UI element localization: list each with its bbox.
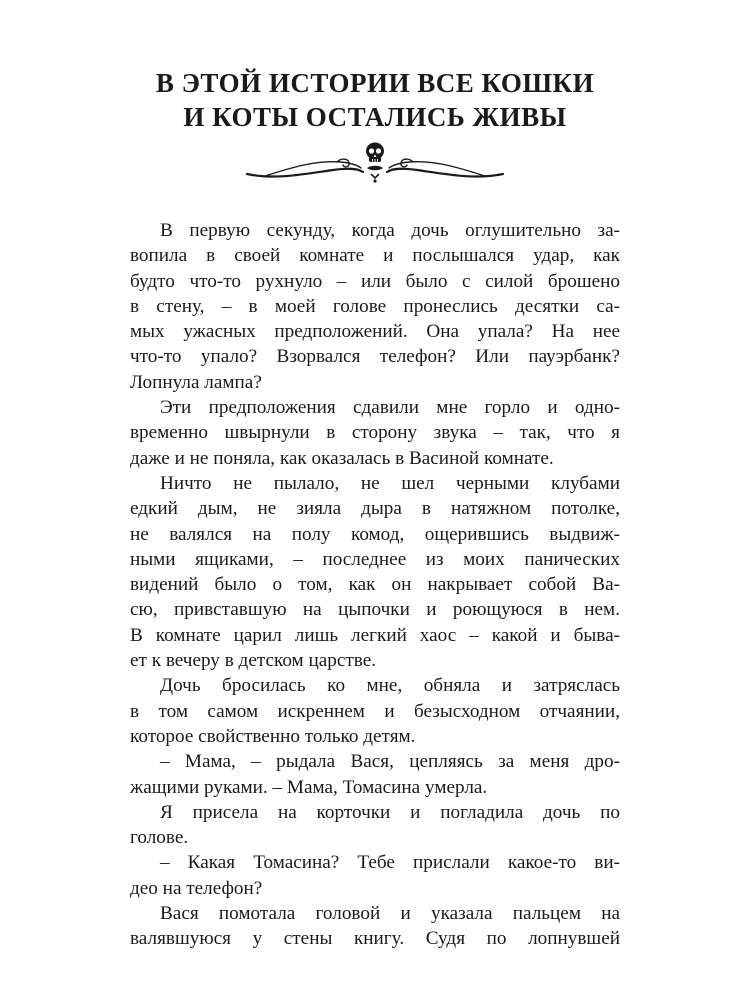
- paragraph: [130, 749, 620, 800]
- chapter-title: [90, 66, 660, 134]
- text-line: Я присела на корточки и погладила дочь по: [160, 801, 620, 823]
- paragraph: [130, 395, 620, 471]
- text-line: жащими руками. – Мама, Томасина умерла.: [130, 776, 488, 798]
- text-line: вопила в своей комнате и послышался удар, как: [130, 245, 620, 267]
- paragraph: [130, 850, 620, 901]
- text-line: что-то упало? Взорвался телефон? Или пауэрбанк?: [130, 346, 620, 368]
- paragraph: [130, 673, 620, 749]
- text-line: временно швырнули в сторону звука – так, что я: [130, 422, 620, 444]
- text-line: Лопнула лампа?: [130, 371, 262, 393]
- text-line: видений было о том, как он накрывает собой Ва-: [130, 574, 620, 596]
- text-line: едкий дым, не зияла дыра в натяжном потолке,: [130, 498, 620, 520]
- text-line: валявшуюся у стены книгу. Судя по лопнувшей: [130, 928, 620, 950]
- body-text: [130, 218, 620, 952]
- text-line: – Мама, – рыдала Вася, цепляясь за меня дро-: [160, 751, 620, 773]
- text-line: ет к вечеру в детском царстве.: [130, 650, 377, 672]
- text-line: голове.: [130, 827, 189, 849]
- text-line: мых ужасных предположений. Она упала? На нее: [130, 321, 620, 343]
- text-line: будто что-то рухнуло – или было с силой брошено: [130, 270, 620, 292]
- text-line: Вася помотала головой и указала пальцем на: [160, 903, 620, 925]
- text-line: Дочь бросилась ко мне, обняла и затряслась: [160, 675, 620, 697]
- text-line: которое свойственно только детям.: [130, 725, 416, 747]
- text-line: – Какая Томасина? Тебе прислали какое-то ви-: [160, 852, 620, 874]
- paragraph: [130, 901, 620, 952]
- text-line: ными ящиками, – последнее из моих панических: [130, 548, 620, 570]
- text-line: в стену, – в моей голове пронеслись десятки са-: [130, 295, 620, 317]
- text-line: не валялся на полу комод, ощерившись выдвиж-: [130, 523, 620, 545]
- text-line: део на телефон?: [130, 877, 263, 899]
- skull-flourish-icon: [245, 138, 505, 186]
- chapter-title-line: И КОТЫ ОСТАЛИСЬ ЖИВЫ: [183, 102, 567, 132]
- text-line: Эти предположения сдавили мне горло и одно-: [160, 397, 620, 419]
- paragraph: [130, 218, 620, 395]
- text-line: даже и не поняла, как оказалась в Васиной комнате.: [130, 447, 554, 469]
- paragraph: [130, 471, 620, 673]
- text-line: сю, привставшую на цыпочки и роющуюся в нем.: [130, 599, 620, 621]
- text-line: в том самом искреннем и безысходном отчаянии,: [130, 700, 620, 722]
- text-line: В первую секунду, когда дочь оглушительно за-: [160, 220, 620, 241]
- paragraph: [130, 800, 620, 851]
- chapter-title-line: В ЭТОЙ ИСТОРИИ ВСЕ КОШКИ: [155, 68, 595, 98]
- text-line: В комнате царил лишь легкий хаос – какой и быва-: [130, 624, 620, 646]
- text-line: Ничто не пылало, не шел черными клубами: [160, 472, 620, 494]
